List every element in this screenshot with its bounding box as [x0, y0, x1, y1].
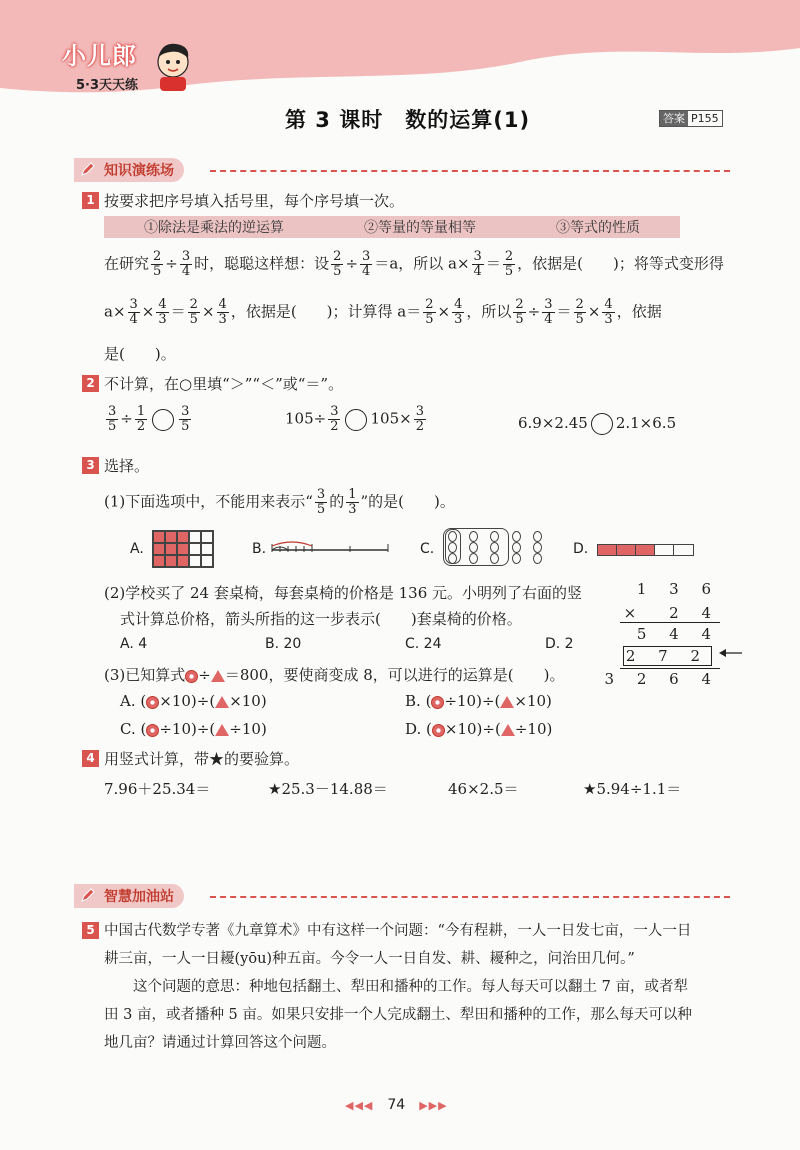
q3-part1-prompt: [104, 488, 455, 517]
text: 105÷: [285, 409, 327, 428]
q2-expression-2: [285, 405, 428, 434]
fraction: [346, 488, 358, 517]
circle-shape-icon: [146, 696, 159, 709]
numerator: 2: [189, 297, 198, 312]
option-d-strip-figure: [597, 544, 694, 556]
q4-prompt: 用竖式计算，带★的要验算。: [104, 750, 300, 768]
fraction: [513, 298, 525, 327]
circle-shape-icon: [431, 696, 444, 709]
numerator: 3: [181, 404, 190, 419]
q4-item-4: ★5.94÷1.1＝: [583, 780, 682, 798]
q2-prompt: 不计算，在○里填“＞”“＜”或“＝”。: [104, 375, 344, 393]
circle-shape-icon: [185, 670, 198, 683]
property-1: ①除法是乘法的逆运算: [144, 220, 284, 236]
fraction: [315, 488, 327, 517]
text: ＝: [485, 254, 501, 273]
fraction: [542, 298, 554, 327]
page-number: 74: [387, 1097, 406, 1113]
compare-circle-blank[interactable]: [152, 409, 174, 431]
text: ×: [437, 302, 451, 321]
denominator: 4: [181, 264, 191, 279]
denominator: 5: [181, 419, 190, 434]
text: ，依据: [616, 302, 662, 321]
text: ÷10): [229, 720, 267, 738]
text: ×10): [514, 692, 552, 710]
denominator: 4: [362, 264, 371, 279]
q5-line-3: 这个问题的意思：种地包括翻土、犁田和播种的工作。每人每天可以翻土 7 亩，或者犁: [133, 979, 688, 995]
triangle-shape-icon: [501, 724, 515, 736]
denominator: 3: [454, 312, 463, 327]
answer-key-label: 答案: [660, 111, 688, 126]
q4-item-2: ★25.3－14.88＝: [268, 780, 388, 798]
numerator: 4: [604, 297, 613, 312]
fraction: [331, 250, 343, 279]
q3-part2-option-b[interactable]: B. 20: [265, 636, 302, 652]
fraction: [574, 298, 586, 327]
text: ＝: [170, 302, 186, 321]
text: (: [425, 692, 432, 710]
text: ÷10)÷(: [159, 720, 216, 738]
text: (3)已知算式: [104, 666, 186, 684]
question-number-5: 5: [82, 922, 99, 939]
numerator: 2: [515, 297, 524, 312]
triangle-shape-icon: [215, 696, 229, 708]
option-c-label[interactable]: C.: [420, 541, 435, 557]
fraction: [472, 250, 484, 279]
fraction: [423, 298, 435, 327]
q1-line-1: 在研究 $\frac{2}{5}$ ÷ $\frac{3}{4}$ 时，聪聪这样想：设 $\frac{2}{5}$ ÷ $\frac{3}{4}$ ＝a，所以 a× $\frac{3}{4}$ ＝ $\frac{2}{5}$ ，依据是( )；将等式变形得: [104, 249, 724, 279]
circle-shape-icon: [432, 724, 445, 737]
question-number-2: 2: [82, 375, 99, 392]
denominator: 5: [108, 419, 117, 434]
option-letter: A.: [120, 692, 136, 710]
fraction: [128, 298, 140, 327]
q5-line-1: 中国古代数学专著《九章算术》中有这样一个问题：“今有程耕，一人一日发七亩，一人一日: [104, 923, 692, 939]
denominator: 4: [544, 312, 553, 327]
q1-prompt: 按要求把序号填入括号里，每个序号填一次。: [104, 192, 405, 210]
text: ×10)÷(: [444, 720, 501, 738]
numerator: 3: [473, 249, 482, 264]
section-divider: [210, 896, 730, 898]
question-number-1: 1: [82, 192, 99, 209]
calc-row-5: 3 2 6 4: [604, 670, 720, 688]
logo-title: 小儿郎: [62, 42, 137, 70]
q3-part3-prompt: [104, 664, 564, 685]
text: ×: [201, 302, 215, 321]
denominator: 5: [316, 502, 326, 517]
q5-line-4: 田 3 亩，或者播种 5 亩。如果只安排一个人完成翻土、犁田和播种的工作，那么每天可以种: [104, 1007, 692, 1023]
text: ＝: [556, 302, 572, 321]
fraction: [135, 405, 147, 434]
option-b-label[interactable]: B.: [252, 541, 267, 557]
numerator: 3: [129, 297, 138, 312]
q3-prompt: 选择。: [104, 457, 150, 475]
logo-subtitle: 5·3天天练: [76, 78, 139, 93]
option-d-label[interactable]: D.: [573, 541, 589, 557]
section-header-challenge: [74, 883, 184, 909]
fraction: [179, 405, 191, 434]
text: 2.1×6.5: [615, 414, 677, 432]
numerator: 2: [504, 249, 514, 264]
q3-part2-line2: 式计算总价格，箭头所指的这一步表示( )套桌椅的价格。: [120, 610, 522, 628]
numerator: 3: [362, 249, 371, 264]
fraction: [452, 298, 464, 327]
mascot-icon: [150, 40, 196, 92]
fraction: [106, 405, 118, 434]
q3-part2-option-a[interactable]: A. 4: [120, 636, 148, 652]
section-header-practice: [74, 157, 184, 183]
numerator: 4: [454, 297, 463, 312]
fraction: [180, 250, 192, 279]
q1-property-bar: [104, 216, 680, 238]
fraction: [503, 250, 515, 279]
q4-item-1: 7.96＋25.34＝: [104, 780, 211, 798]
numerator: 4: [218, 297, 227, 312]
text: ÷: [527, 302, 541, 321]
denominator: 5: [515, 312, 524, 327]
q1-line-3: 是( )。: [104, 345, 176, 363]
property-2: ②等量的等量相等: [364, 220, 476, 236]
text: ＝a，所以 a×: [374, 254, 470, 273]
numerator: 3: [544, 297, 553, 312]
q1-line-2: [104, 298, 662, 327]
q2-expression-3: [518, 413, 676, 435]
q2-expression-1: $\frac{3}{5}$ ÷ $\frac{1}{2}$ $\frac{3}{5}$: [108, 404, 190, 434]
denominator: 4: [129, 312, 138, 327]
pencil-icon: [80, 887, 96, 903]
answer-key-page: P155: [691, 112, 719, 125]
denominator: 3: [158, 312, 167, 327]
text: ×10): [229, 692, 267, 710]
option-b-line-figure: [270, 538, 390, 556]
numerator: 3: [316, 487, 326, 502]
text: ×10)÷(: [159, 692, 216, 710]
text: 105×: [370, 409, 412, 428]
numerator: 3: [330, 404, 339, 419]
fraction: [156, 298, 168, 327]
text: (: [140, 692, 147, 710]
text: ，依据是( )；计算得 a＝: [230, 302, 422, 321]
option-letter: C.: [120, 720, 136, 738]
numerator: 1: [348, 487, 357, 502]
q5-line-2: 耕三亩，一人一日耰(yōu)种五亩。今令一人一日自发、耕、耰种之，问治田几何。”: [104, 951, 635, 967]
section-title-practice: 知识演练场: [104, 163, 174, 179]
page-title: 第 3 课时 数的运算(1): [285, 108, 531, 132]
text: ÷10): [514, 720, 553, 738]
calc-row-3: 5 4 4: [636, 625, 720, 643]
section-divider: [210, 170, 730, 172]
pencil-icon: [80, 161, 96, 177]
q5-line-5: 地几亩？请通过计算回答这个问题。: [104, 1035, 336, 1051]
triangle-shape-icon: [215, 724, 229, 736]
option-a-label[interactable]: A.: [130, 541, 144, 557]
fraction: [360, 250, 372, 279]
q3-part3-option-c[interactable]: [120, 720, 267, 738]
text: 时，聪聪这样想：设: [194, 254, 330, 273]
calc-row-1: 1 3 6: [636, 580, 720, 598]
next-arrows-icon: ▶▶▶: [419, 1098, 448, 1112]
q3-part3-option-d[interactable]: [405, 720, 552, 738]
text: (1)下面选项中，不能用来表示“: [104, 492, 313, 511]
denominator: 5: [189, 312, 198, 327]
calc-row-2: × 2 4: [623, 604, 720, 622]
text: ＝800，要使商变成 8，可以进行的运算是( )。: [224, 666, 565, 684]
text: ×: [141, 302, 155, 321]
text: 6.9×2.45: [518, 414, 588, 432]
numerator: 3: [108, 404, 117, 419]
numerator: 1: [136, 404, 146, 419]
answer-key-reference: [659, 110, 723, 127]
fraction: [414, 405, 426, 434]
section-title-challenge: 智慧加油站: [104, 889, 174, 905]
q3-part2-line1: (2)学校买了 24 套桌椅，每套桌椅的价格是 136 元。小明列了右面的竖: [104, 584, 583, 602]
numerator: 4: [158, 297, 167, 312]
denominator: 5: [153, 264, 162, 279]
q3-part2-option-c[interactable]: C. 24: [405, 636, 442, 652]
denominator: 5: [504, 264, 514, 279]
text: ，依据是( )；将等式变形得: [517, 254, 724, 273]
text: ×: [587, 302, 601, 321]
denominator: 5: [333, 264, 342, 279]
q4-item-3: 46×2.5＝: [448, 780, 519, 798]
fraction: [602, 298, 614, 327]
fraction: [188, 298, 200, 327]
option-letter: B.: [405, 692, 421, 710]
denominator: 3: [348, 502, 357, 517]
q3-part3-option-a[interactable]: [120, 692, 267, 710]
circle-shape-icon: [146, 724, 159, 737]
numerator: 2: [575, 297, 584, 312]
property-3: ③等式的性质: [556, 220, 640, 236]
text: (: [140, 720, 147, 738]
text: ，所以: [466, 302, 512, 321]
question-number-4: 4: [82, 750, 99, 767]
compare-circle-blank[interactable]: [345, 409, 367, 431]
option-a-grid-figure: [152, 530, 214, 568]
text: (: [426, 720, 432, 738]
triangle-shape-icon: [500, 696, 514, 708]
q3-part3-option-b[interactable]: [405, 692, 552, 710]
denominator: 4: [473, 264, 482, 279]
text: ÷: [198, 666, 211, 684]
text: ”的是( )。: [360, 492, 455, 511]
arrow-left-icon: [718, 646, 744, 660]
text: ÷10)÷(: [444, 692, 501, 710]
option-letter: D.: [405, 720, 422, 738]
fraction: [217, 298, 229, 327]
question-number-3: 3: [82, 457, 99, 474]
denominator: 5: [575, 312, 584, 327]
fraction: [151, 250, 163, 279]
text: a×: [104, 302, 126, 321]
denominator: 2: [136, 419, 146, 434]
denominator: 2: [330, 419, 339, 434]
numerator: 3: [181, 249, 191, 264]
numerator: 2: [333, 249, 342, 264]
denominator: 3: [218, 312, 227, 327]
text: 的: [329, 492, 345, 511]
compare-circle-blank[interactable]: [591, 413, 613, 435]
option-c-dots-figure: [440, 528, 550, 568]
denominator: 2: [415, 419, 424, 434]
triangle-shape-icon: [211, 670, 225, 682]
denominator: 5: [425, 312, 434, 327]
numerator: 3: [415, 404, 424, 419]
numerator: 2: [425, 297, 434, 312]
denominator: 3: [604, 312, 613, 327]
text: 在研究: [104, 254, 150, 273]
page-footer: [345, 1097, 448, 1113]
fraction: [328, 405, 340, 434]
calc-row-4-boxed: 2 7 2: [623, 646, 712, 666]
q3-part2-option-d[interactable]: D. 2: [545, 636, 574, 652]
previous-arrows-icon: ◀◀◀: [345, 1098, 374, 1112]
numerator: 2: [153, 249, 162, 264]
